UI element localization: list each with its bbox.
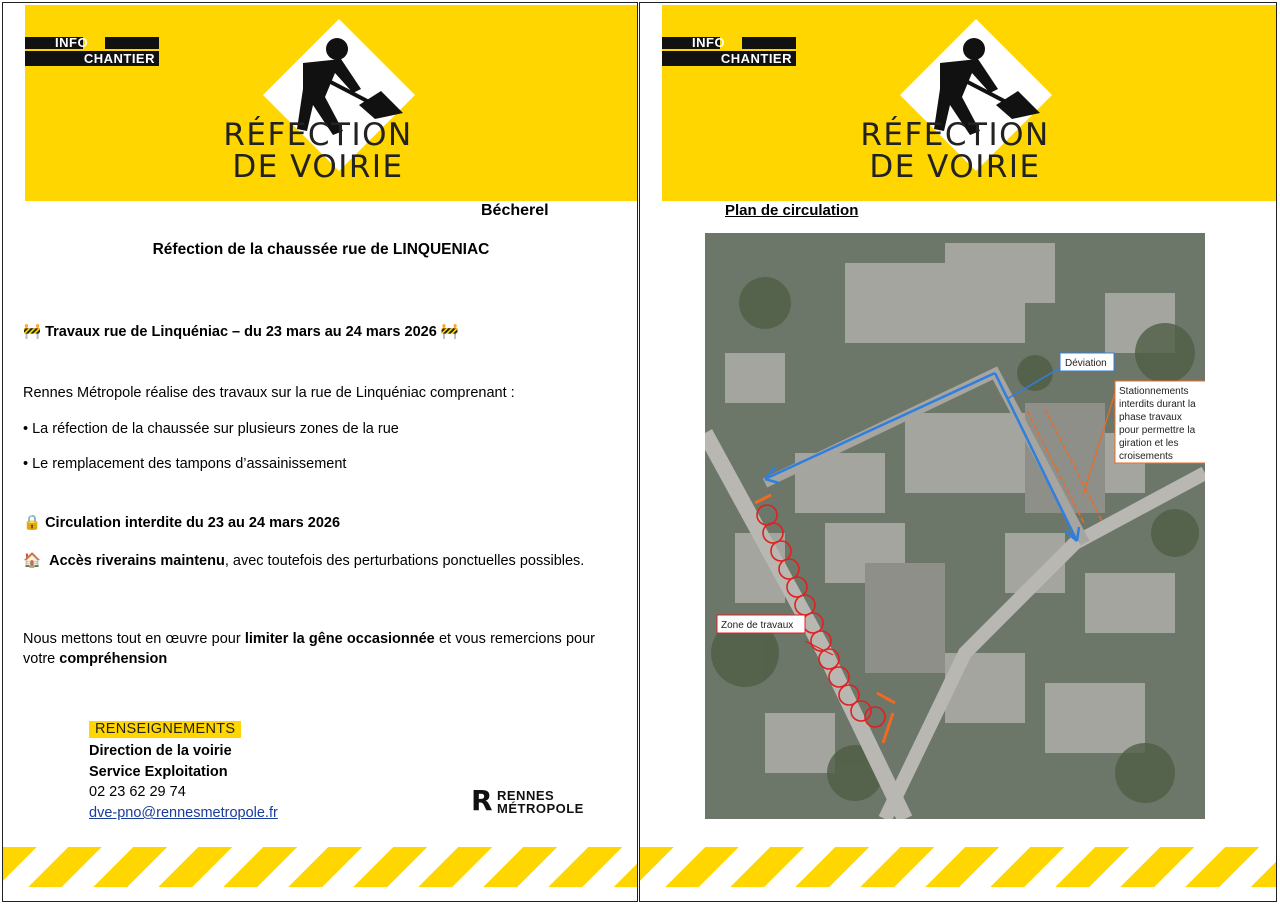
banner-title-line2: DE VOIRIE bbox=[869, 149, 1041, 185]
left-page bbox=[2, 2, 638, 902]
works-dates: 🚧 Travaux rue de Linquéniac – du 23 mars au 24 mars 2026 🚧 bbox=[23, 324, 459, 340]
banner-title-line1: RÉFECTION bbox=[223, 117, 413, 153]
label-stationnements-5: giration et les bbox=[1119, 438, 1179, 449]
intro-text: Rennes Métropole réalise des travaux sur la rue de Linquéniac comprenant : bbox=[23, 385, 515, 401]
label-stationnements-1: Stationnements bbox=[1119, 386, 1189, 397]
rennes-metropole-logo: R RENNES MÉTROPOLE bbox=[471, 784, 584, 817]
bullet-resurfacing: • La réfection de la chaussée sur plusieurs zones de la rue bbox=[23, 421, 399, 437]
bullet-manholes: • Le remplacement des tampons d’assainissement bbox=[23, 456, 347, 472]
traffic-closed: 🔒 Circulation interdite du 23 au 24 mars 2026 bbox=[23, 515, 341, 531]
contact-service: Service Exploitation bbox=[89, 764, 228, 780]
label-stationnements-2: interdits durant la bbox=[1119, 399, 1196, 410]
banner-title-line1: RÉFECTION bbox=[860, 117, 1050, 153]
banner-title-line2: DE VOIRIE bbox=[232, 149, 404, 185]
info-badge: RENSEIGNEMENTS bbox=[89, 721, 241, 738]
banner-right bbox=[662, 5, 1276, 201]
label-stationnements-6: croisements bbox=[1119, 451, 1173, 462]
banner-left bbox=[25, 5, 638, 201]
aerial-map bbox=[705, 233, 1205, 819]
main-title: Réfection de la chaussée rue de LINQUENIAC bbox=[152, 241, 490, 258]
plan-title: Plan de circulation bbox=[725, 202, 859, 219]
resident-access: 🏠 Accès riverains maintenu, avec toutefois des perturbations ponctuelles possibles. bbox=[23, 553, 585, 569]
town-name: Bécherel bbox=[481, 202, 549, 219]
map-drawing bbox=[705, 233, 1205, 819]
label-zone-travaux: Zone de travaux bbox=[721, 620, 794, 631]
apology-text: Nous mettons tout en œuvre pour limiter la gêne occasionnée et vous remercions pour votre compréhension bbox=[23, 631, 595, 667]
label-stationnements-3: phase travaux bbox=[1119, 412, 1182, 423]
house-icon: 🏠 bbox=[23, 553, 42, 569]
info-chantier-label: INFO CHANTIER bbox=[25, 35, 159, 65]
contact-phone: 02 23 62 29 74 bbox=[89, 784, 186, 800]
hazard-stripes bbox=[3, 847, 637, 887]
hazard-stripes bbox=[640, 847, 1276, 887]
label-deviation: Déviation bbox=[1065, 358, 1107, 369]
info-chantier-label: INFO CHANTIER bbox=[662, 35, 796, 65]
contact-email-link[interactable]: dve-pno@rennesmetropole.fr bbox=[89, 805, 278, 821]
contact-direction: Direction de la voirie bbox=[89, 743, 232, 759]
label-stationnements-4: pour permettre la bbox=[1119, 425, 1196, 436]
right-page bbox=[639, 2, 1277, 902]
